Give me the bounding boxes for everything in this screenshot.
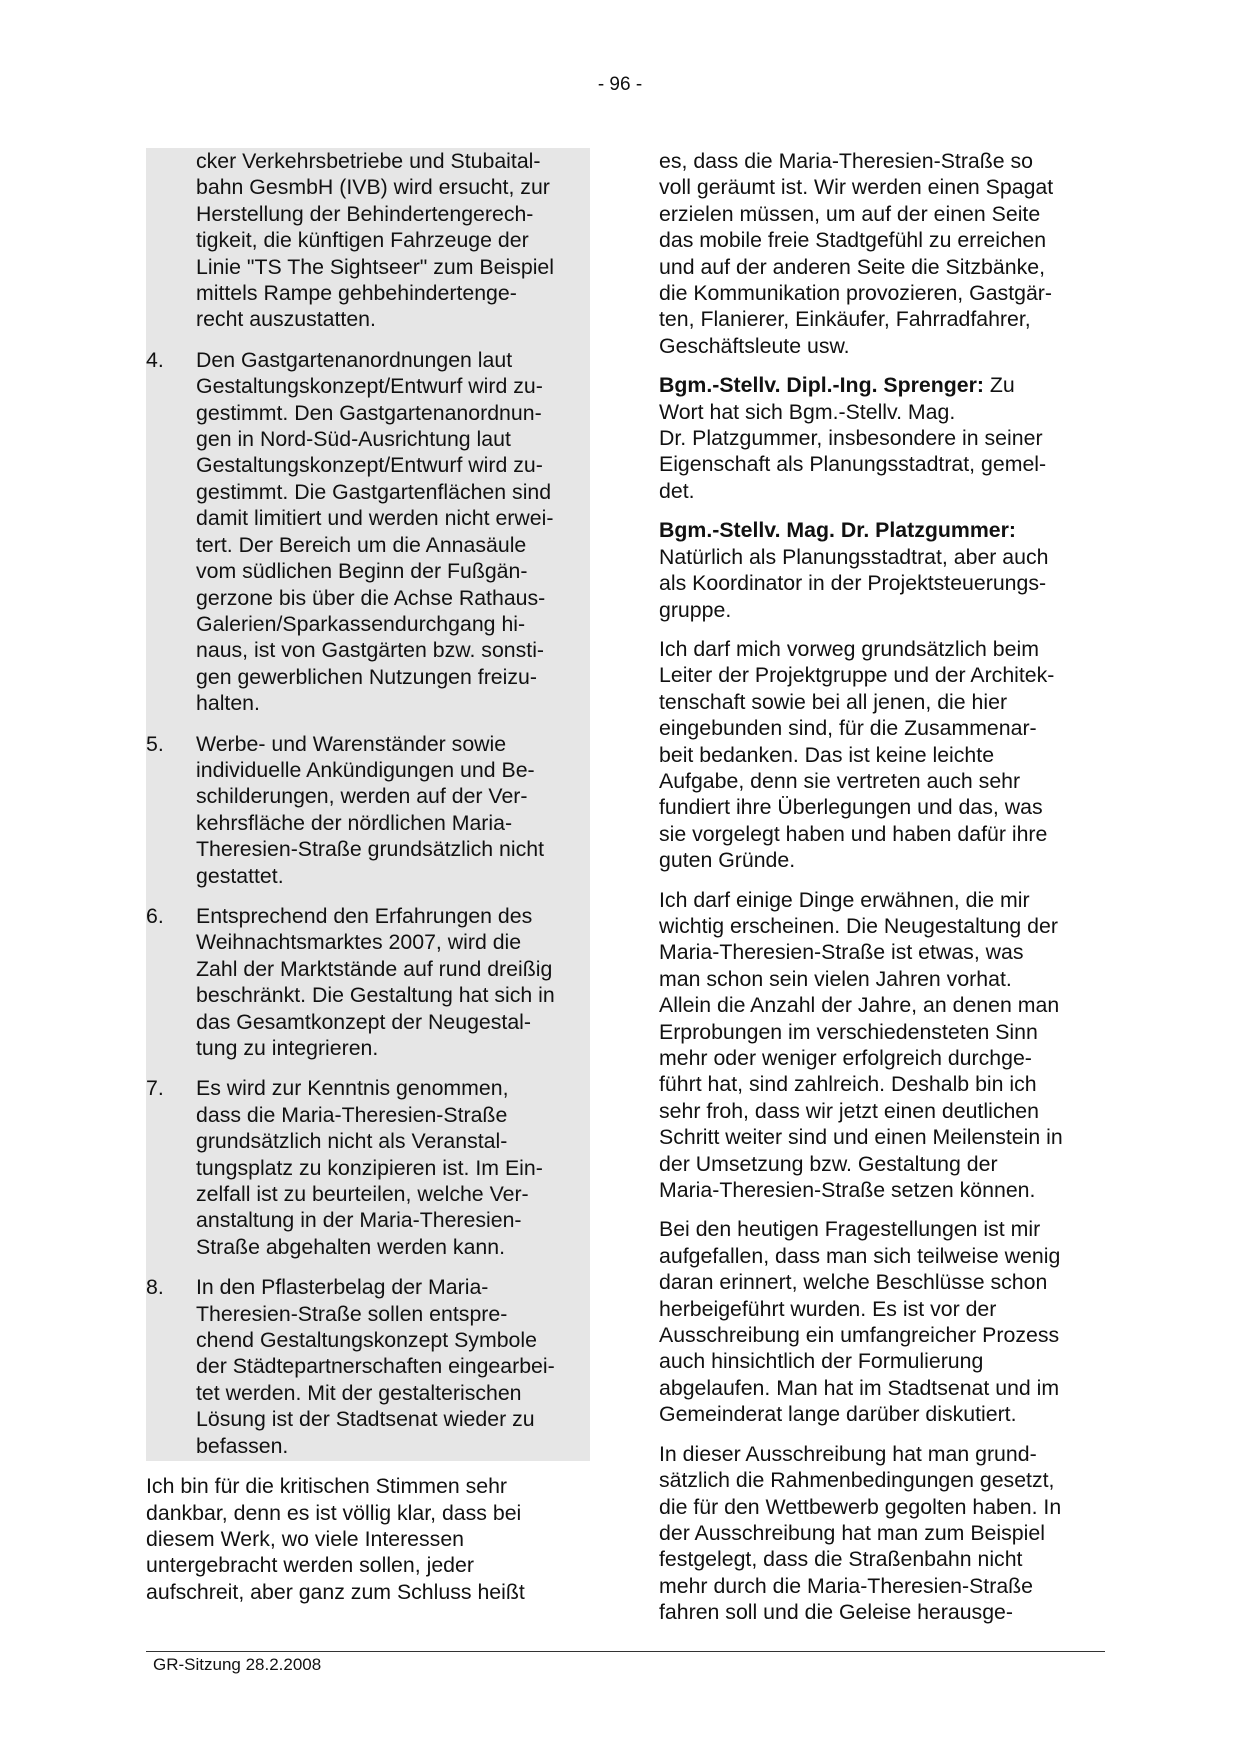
item-number: 5. (146, 731, 164, 756)
resolution-item (146, 731, 590, 889)
item-number: 4. (146, 347, 164, 372)
item-number: 8. (146, 1275, 164, 1300)
speaker-text: Natürlich als Planungsstadtrat, aber auch als Koordinator in der Projektsteuerungs- gruppe. (659, 544, 1049, 622)
speaker-paragraph-1 (659, 372, 1105, 504)
speaker-paragraph-2 (659, 517, 1105, 623)
speaker-text: Zu Wort hat sich Bgm.-Stellv. Mag. Dr. Platzgummer, insbesondere in seiner Eigenschaft als Planungsstadtrat, gemel- det. (659, 373, 1047, 503)
item-text: In den Pflasterbelag der Maria- Theresien-Straße sollen entspre- chend Gestaltungskonzept Symbole der Städtepartnerschaften eingearbei- tet werden. Mit der gestalterischen Lösung ist der Stadtsenat wieder zu befassen. (196, 1275, 555, 1458)
item-text: Entsprechend den Erfahrungen des Weihnachtsmarktes 2007, wird die Zahl der Marktstände auf rund dreißig beschränkt. Die Gestaltung hat sich in das Gesamtkonzept der Neugestal- tung zu integrieren. (196, 903, 555, 1060)
resolution-block (146, 148, 590, 1461)
paragraph-4: Bei den heutigen Fragestellungen ist mir aufgefallen, dass man sich teilweise wenig daran erinnert, welche Beschlüsse schon herbeigeführt wurden. Es ist vor der Ausschreibung ein umfangreicher Prozess auch hinsichtlich der Formulierung abgelaufen. Man hat im Stadtsenat und im Gemeinderat lange darüber diskutiert. (659, 1217, 1061, 1427)
resolution-item (146, 347, 590, 717)
resolution-item (146, 903, 590, 1061)
resolution-item (146, 1274, 590, 1459)
resolution-continuation: cker Verkehrsbetriebe und Stubaital- bahn GesmbH (IVB) wird ersucht, zur Herstellung der Behindertengerech- tigkeit, die künftigen Fahrzeuge der Linie "TS The Sightseer" zum Beispiel mittels Rampe gehbehindertenge- recht auszustatten. (196, 149, 555, 332)
page-number: - 96 - (597, 74, 643, 95)
paragraph-3: Ich darf einige Dinge erwähnen, die mir wichtig erscheinen. Die Neugestaltung der Maria-Theresien-Straße ist etwas, was man schon sein vielen Jahren vorhat. Allein die Anzahl der Jahre, an denen man Erprobungen im verschiedensteten Sinn mehr oder weniger erfolgreich durchge- führt hat, sind zahlreich. Deshalb bin ich sehr froh, dass wir jetzt einen deutlichen Schritt weiter sind und einen Meilenstein in der Umsetzung bzw. Gestaltung der Maria-Theresien-Straße setzen können. (659, 887, 1063, 1203)
closing-paragraph: Ich bin für die kritischen Stimmen sehr dankbar, denn es ist völlig klar, dass bei diesem Werk, wo viele Interessen untergebracht werden sollen, jeder aufschreit, aber ganz zum Schluss heißt (146, 1474, 525, 1604)
item-text: Werbe- und Warenständer sowie individuelle Ankündigungen und Be- schilderungen, werden auf der Ver- kehrsfläche der nördlichen Maria- Theresien-Straße grundsätzlich nicht gestattet. (196, 731, 545, 888)
footer-divider (146, 1651, 1105, 1652)
item-number: 6. (146, 903, 164, 928)
right-column (659, 148, 1105, 1639)
item-text: Es wird zur Kenntnis genommen, dass die Maria-Theresien-Straße grundsätzlich nicht als Veranstal- tungsplatz zu konzipieren ist. Im Ein- zelfall ist zu beurteilen, welche Ver- anstaltung in der Maria-Theresien- Straße abgehalten werden kann. (196, 1076, 543, 1259)
paragraph-1: es, dass die Maria-Theresien-Straße so voll geräumt ist. Wir werden einen Spagat erzielen müssen, um auf der einen Seite das mobile freie Stadtgefühl zu erreichen und auf der anderen Seite die Sitzbänke, die Kommunikation provozieren, Gastgär- ten, Flanierer, Einkäufer, Fahrradfahrer, Geschäftsleute usw. (659, 149, 1054, 358)
paragraph-5: In dieser Ausschreibung hat man grund- sätzlich die Rahmenbedingungen gesetzt, die für den Wettbewerb gegolten haben. In der Ausschreibung hat man zum Beispiel festgelegt, dass die Straßenbahn nicht mehr durch die Maria-Theresien-Straße fahren soll und die Geleise herausge- (659, 1441, 1062, 1625)
speaker-name: Bgm.-Stellv. Dipl.-Ing. Sprenger: (659, 373, 984, 398)
paragraph-2: Ich darf mich vorweg grundsätzlich beim Leiter der Projektgruppe und der Architek- tenschaft sowie bei all jenen, die hier eingebunden sind, für die Zusammenar- beit bedanken. Das ist keine leichte Aufgabe, denn sie vertreten auch sehr fundiert ihre Überlegungen und das, was sie vorgelegt haben und haben dafür ihre guten Gründe. (659, 636, 1055, 873)
item-number: 7. (146, 1076, 164, 1101)
speaker-name: Bgm.-Stellv. Mag. Dr. Platzgummer: (659, 518, 1016, 543)
footer-text: GR-Sitzung 28.2.2008 (153, 1655, 322, 1674)
left-column (146, 148, 590, 1605)
resolution-item (146, 1075, 590, 1260)
item-text: Den Gastgartenanordnungen laut Gestaltungskonzept/Entwurf wird zu- gestimmt. Den Gastgartenanordnun- gen in Nord-Süd-Ausrichtung laut Gestaltungskonzept/Entwurf wird zu- gestimmt. Die Gastgartenflächen sind damit limitiert und werden nicht erwei- tert. Der Bereich um die Annasäule vom südlichen Beginn der Fußgän- gerzone bis über die Achse Rathaus- Galerien/Sparkassendurchgang hi- naus, ist von Gastgärten bzw. sonsti- gen gewerblichen Nutzungen freizu- halten. (196, 347, 554, 716)
